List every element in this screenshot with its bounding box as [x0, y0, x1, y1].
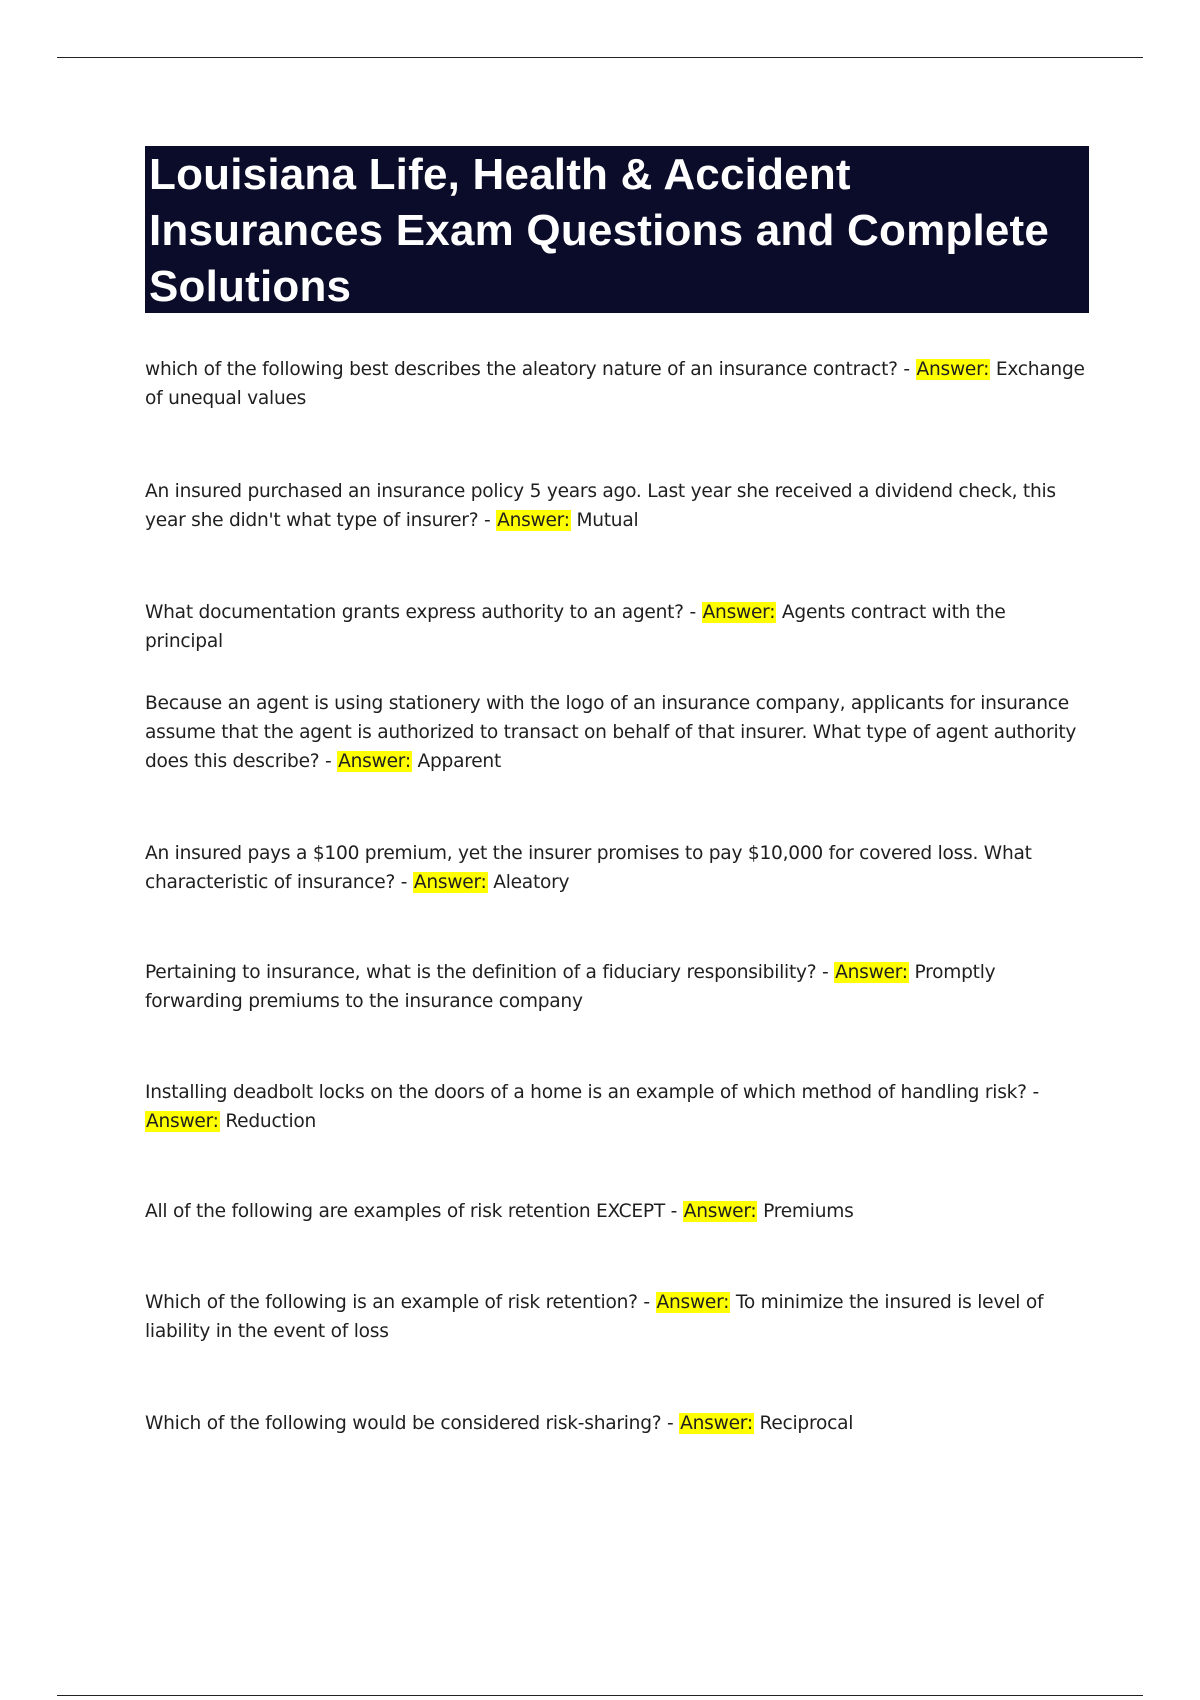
separator: - [897, 359, 916, 380]
answer-label: Answer: [702, 602, 776, 623]
qa-item [145, 598, 1089, 656]
question-text: Which of the following would be considered risk-sharing? [145, 1413, 662, 1434]
separator: - [816, 962, 835, 983]
qa-item [145, 355, 1089, 413]
answer-text: Premiums [763, 1201, 854, 1222]
qa-item [145, 1078, 1089, 1136]
answer-text: Mutual [576, 510, 639, 531]
separator: - [661, 1413, 680, 1434]
answer-text: Apparent [417, 751, 501, 772]
document-title: Louisiana Life, Health & Accident Insurances Exam Questions and Complete Solutions [149, 150, 1050, 311]
bottom-rule [57, 1695, 1143, 1696]
answer-label: Answer: [338, 751, 411, 772]
answer-label: Answer: [656, 1292, 730, 1313]
question-text: Pertaining to insurance, what is the definition of a fiduciary responsibility? [145, 962, 817, 983]
question-text: An insured purchased an insurance policy 5 years ago. Last year she received a dividend check, this year she didn't what type of insurer? [145, 481, 1056, 531]
answer-text: To minimize the insured is level of liability in the event of loss [145, 1292, 1044, 1342]
answer-text: Promptly forwarding premiums to the insurance company [145, 962, 996, 1012]
answer-label: Answer: [835, 962, 908, 983]
qa-item [145, 1288, 1089, 1346]
question-text: Which of the following is an example of risk retention? [145, 1292, 638, 1313]
question-text: Because an agent is using stationery with the logo of an insurance company, applicants for insurance assume that the agent is authorized to transact on behalf of that insurer. What type of agent authority does this describe? [145, 693, 1077, 772]
answer-label: Answer: [497, 510, 570, 531]
answer-text: Exchange of unequal values [145, 359, 1085, 409]
separator: - [637, 1292, 656, 1313]
answer-text: Reduction [225, 1111, 317, 1132]
separator: - [1026, 1082, 1039, 1103]
answer-text: Aleatory [493, 872, 570, 893]
question-text: What documentation grants express authority to an agent? [145, 602, 684, 623]
top-rule [57, 57, 1143, 58]
separator: - [395, 872, 413, 893]
qa-item [145, 958, 1089, 1016]
qa-item [145, 839, 1089, 897]
separator: - [319, 751, 338, 772]
separator: - [665, 1201, 683, 1222]
qa-item [145, 689, 1089, 776]
question-text: An insured pays a $100 premium, yet the insurer promises to pay $10,000 for covered loss. What characteristic of insurance? [145, 843, 1032, 893]
qa-item [145, 1197, 1089, 1226]
answer-label: Answer: [683, 1201, 757, 1222]
answer-label: Answer: [413, 872, 487, 893]
separator: - [683, 602, 702, 623]
answer-label: Answer: [916, 359, 990, 380]
question-text: All of the following are examples of risk retention EXCEPT [145, 1201, 665, 1222]
answer-text: Reciprocal [759, 1413, 854, 1434]
qa-item [145, 477, 1089, 535]
question-text: Installing deadbolt locks on the doors of a home is an example of which method of handling risk? [145, 1082, 1027, 1103]
answer-label: Answer: [680, 1413, 753, 1434]
answer-label: Answer: [146, 1111, 219, 1132]
question-text: which of the following best describes the aleatory nature of an insurance contract? [145, 359, 898, 380]
separator: - [478, 510, 497, 531]
answer-text: Agents contract with the principal [145, 602, 1006, 652]
qa-item [145, 1409, 1089, 1438]
title-banner [145, 146, 1089, 313]
